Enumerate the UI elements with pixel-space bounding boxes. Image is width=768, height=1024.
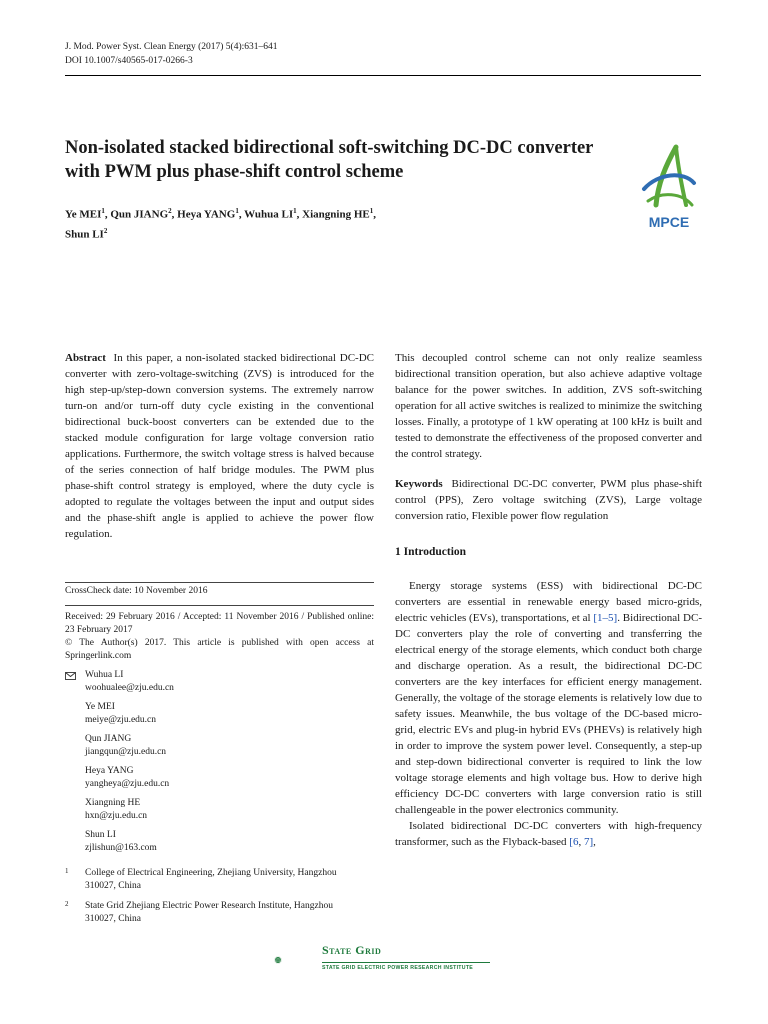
envelope-icon xyxy=(65,672,76,680)
contact-entry xyxy=(65,669,374,695)
author-name: Ye MEI xyxy=(65,208,102,221)
author-name: Xiangning HE xyxy=(302,208,370,221)
affiliation-text: College of Electrical Engineering, Zhejiang University, Hangzhou 310027, China xyxy=(85,868,337,891)
intro-paragraph xyxy=(395,578,702,818)
contact-email-link[interactable]: hxn@zju.edu.cn xyxy=(85,811,148,821)
footnote-divider xyxy=(65,582,374,583)
keywords xyxy=(395,476,702,524)
affiliation-text: State Grid Zhejiang Electric Power Research Institute, Hangzhou 310027, China xyxy=(85,901,333,924)
received-accepted-dates: Received: 29 February 2016 / Accepted: 11 November 2016 / Published online: 23 February 2017 xyxy=(65,612,374,635)
keywords-text: Bidirectional DC-DC converter, PWM plus phase-shift control (PPS), Zero voltage switching (ZVS), Large voltage conversion ratio, Flexible power flow regulation xyxy=(395,478,702,522)
citation-link[interactable]: 7] xyxy=(583,836,594,848)
author-list xyxy=(65,203,565,242)
mpce-logo-icon xyxy=(636,143,702,233)
contact-entry xyxy=(65,733,374,759)
crosscheck-date: CrossCheck date: 10 November 2016 xyxy=(65,586,208,596)
contact-email-link[interactable]: meiye@zju.edu.cn xyxy=(85,715,156,725)
paper-title: Non-isolated stacked bidirectional soft-switching DC-DC converter with PWM plus phase-shift control scheme xyxy=(65,138,594,182)
abstract xyxy=(65,350,374,542)
contact-entry xyxy=(65,797,374,823)
contact-name: Qun JIANG xyxy=(85,734,132,744)
license-note: © The Author(s) 2017. This article is published with open access at Springerlink.com xyxy=(65,638,374,661)
contact-email-link[interactable]: jiangqun@zju.edu.cn xyxy=(85,747,167,757)
author-name: Qun JIANG xyxy=(110,208,169,221)
author-separator: , xyxy=(104,208,111,221)
author-name: Wuhua LI xyxy=(244,208,294,221)
author-affiliation-mark: 2 xyxy=(103,226,108,235)
footnote-divider xyxy=(65,605,374,606)
author-name: Shun LI xyxy=(65,228,104,241)
contact-name: Shun LI xyxy=(85,830,116,840)
state-grid-subtitle: STATE GRID ELECTRIC POWER RESEARCH INSTITUTE xyxy=(322,965,474,971)
affiliation xyxy=(65,900,365,926)
contact-email-link[interactable]: zjlishun@163.com xyxy=(85,843,157,853)
author-separator: , xyxy=(373,208,376,221)
affiliation-number: 2 xyxy=(65,900,69,908)
right-column xyxy=(395,350,702,850)
section-heading: 1 Introduction xyxy=(395,546,467,558)
affiliation-number: 1 xyxy=(65,867,69,875)
intro-paragraph xyxy=(395,818,702,850)
contact-name: Xiangning HE xyxy=(85,798,141,808)
contact-name: Heya YANG xyxy=(85,766,134,776)
author-separator: , xyxy=(171,208,178,221)
intro-text: , xyxy=(578,836,584,848)
state-grid-rule xyxy=(322,962,490,963)
abstract-continued: This decoupled control scheme can not only realize seamless bidirectional transition operation, but also achieve adaptive voltage balance for the power switches. In addition, ZVS soft-switching operation for all active switches is realized to minimize the switching losses. Finally, a prototype of 1 kW operating at 100 kHz is built and tested to demonstrate the effectiveness of the proposed converter and the control strategy. xyxy=(395,352,702,460)
author-affiliation-mark: 2 xyxy=(168,207,172,215)
journal-citation: J. Mod. Power Syst. Clean Energy (2017) 5(4):631–641 xyxy=(65,42,278,52)
header-divider xyxy=(65,75,701,76)
citation-link[interactable]: [1–5] xyxy=(593,612,618,624)
author-name: Heya YANG xyxy=(177,208,236,221)
abstract-text: In this paper, a non-isolated stacked bidirectional DC-DC converter with zero-voltage-switching (ZVS) is introduced for the high step-up/step-down conversion systems. The extremely narrow turn-on and/or turn-off duty cycle existing in the conventional bidirectional buck-boost converters can be extended due to the stacked module configuration for large voltage conversion ratio applications. Furthermore, the switch voltage stress is halved because of the series connection of half bridge modules. The PWM plus phase-shift control strategy is employed, where the duty cycle is adopted to regulate the voltages between the input and output sides and the phase-shift angle is applied to achieve the power flow regulation. xyxy=(65,352,375,540)
contact-list xyxy=(65,669,374,861)
citation-link[interactable]: [6 xyxy=(569,836,579,848)
contact-name: Ye MEI xyxy=(85,702,115,712)
contact-entry xyxy=(65,829,374,855)
contact-name: Wuhua LI xyxy=(85,670,124,680)
abstract-label: Abstract xyxy=(65,352,106,364)
intro-text: Energy storage systems (ESS) with bidirectional DC-DC converters are essential in renewable energy based micro-grids, electric vehicles (EVs), transportations, et al xyxy=(395,580,702,624)
contact-email-link[interactable]: woohualee@zju.edu.cn xyxy=(85,683,174,693)
author-separator: , xyxy=(238,208,245,221)
doi-link[interactable]: DOI 10.1007/s40565-017-0266-3 xyxy=(65,56,193,66)
author-separator: , xyxy=(296,208,303,221)
keywords-label: Keywords xyxy=(395,478,443,490)
author-affiliation-mark: 1 xyxy=(293,207,297,215)
intro-text: . Bidirectional DC-DC converters play the role of converting and transferring the electrical energy of the storage elements, which conduct both charge and discharge operation. As a result, the bidirectional DC-DC converters are the key interfaces for efficient energy management. Generally, the voltage of the storage elements is relatively low due to safety issues. Meanwhile, the bus voltage of the DC-based micro-grid, electric EVs and plug-in hybrid EVs (PHEVs) is relatively high in order to improve the system power level. Consequently, a step-up and step-down bidirectional converter is required to link the low voltage storage elements and high voltage bus. How to derive high efficiency DC-DC converters with large conversion ratio is still challengeable in the power electronics community. xyxy=(395,612,702,816)
state-grid-name: State Grid xyxy=(322,943,382,957)
article-history xyxy=(65,611,374,663)
author-affiliation-mark: 1 xyxy=(369,207,374,215)
journal-header xyxy=(65,40,278,68)
contact-entry xyxy=(65,765,374,791)
affiliation xyxy=(65,867,365,893)
intro-text: , xyxy=(593,836,596,848)
state-grid-logo-icon xyxy=(274,940,318,980)
mpce-logo-text: MPCE xyxy=(648,214,690,230)
author-affiliation-mark: 1 xyxy=(235,207,239,215)
intro-text: Isolated bidirectional DC-DC converters with high-frequency transformer, such as the Flyback-based xyxy=(395,820,702,848)
author-affiliation-mark: 1 xyxy=(101,207,105,215)
contact-email-link[interactable]: yangheya@zju.edu.cn xyxy=(85,779,170,789)
contact-entry xyxy=(65,701,374,727)
